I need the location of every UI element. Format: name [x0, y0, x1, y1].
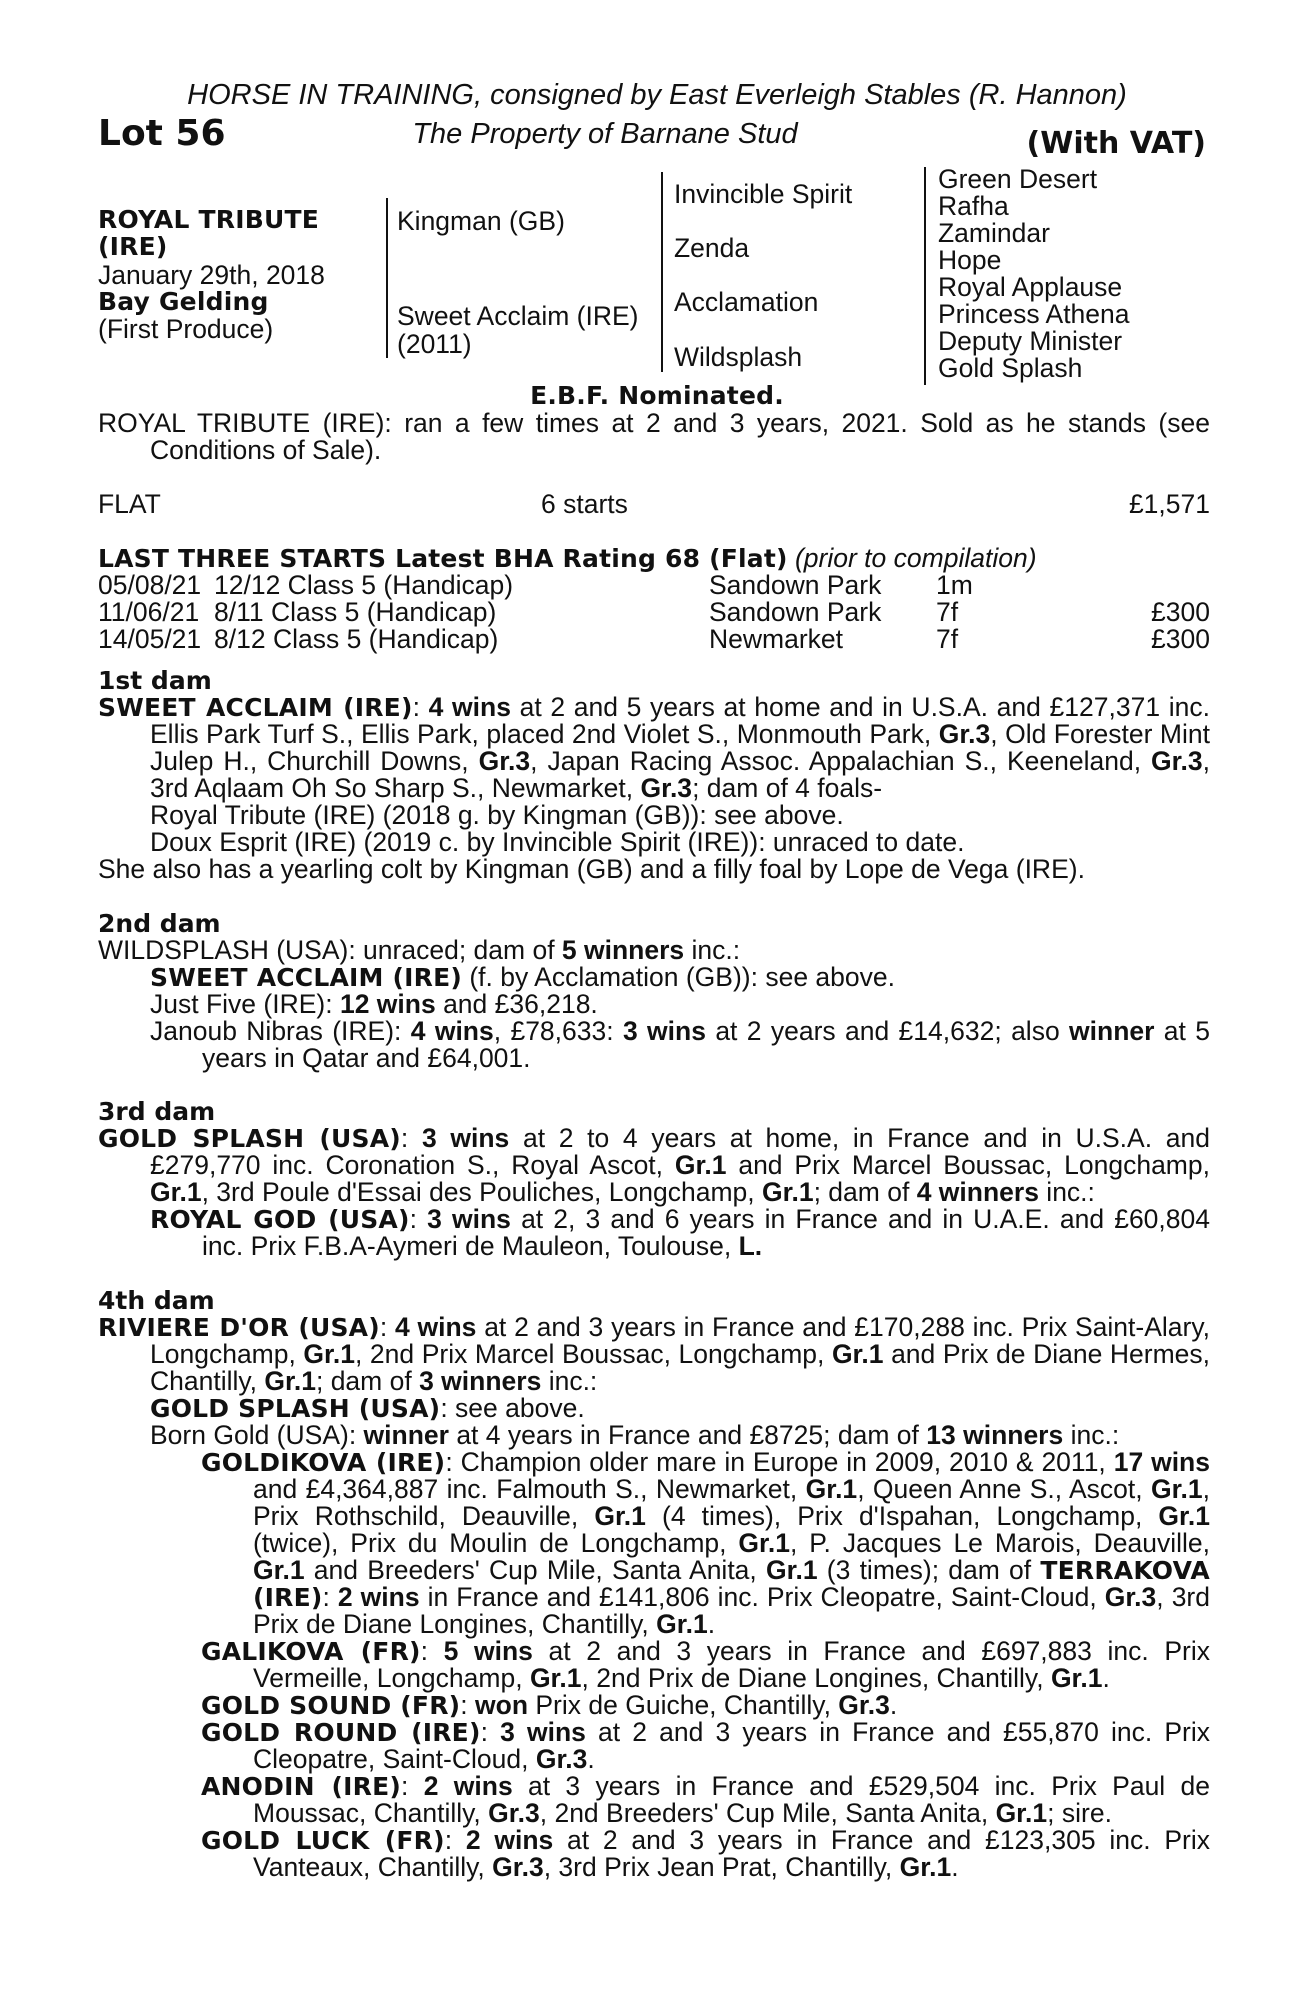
bold-stat: 3 wins: [622, 1016, 706, 1046]
third-dam-entry: [98, 1125, 1210, 1206]
text-run: and Breeders' Cup Mile, Santa Anita,: [304, 1555, 766, 1585]
text-run: :: [322, 1582, 338, 1612]
text-run: :: [480, 1717, 501, 1747]
race-distance: 7f: [936, 597, 959, 627]
dam-year: (2011): [397, 329, 472, 359]
bold-stat: Gr.3: [938, 719, 991, 749]
text-run: inc.:: [684, 935, 741, 965]
last-three-note: (prior to compilation): [794, 543, 1037, 573]
pedigree-divider-1: [386, 198, 388, 358]
ebf-nomination: E.B.F. Nominated.: [530, 381, 784, 410]
text-run: ; dam of 4 foals-: [692, 773, 883, 803]
bold-stat: 4 wins: [410, 1016, 494, 1046]
horse-country: (IRE): [98, 232, 168, 261]
produce-entry: [98, 1395, 1210, 1422]
text-run: , 3rd Prix de Diane Longines, Chantilly,: [253, 1582, 1210, 1639]
text-run: inc.:: [1038, 1177, 1095, 1207]
grandproduce-entry: [98, 1692, 1210, 1719]
third-dam-section: [98, 1098, 1210, 1260]
race-row: [98, 599, 1210, 626]
last-three-title: LAST THREE STARTS Latest BHA Rating 68 (Flat): [98, 544, 788, 573]
bold-stat: Gr.1: [264, 1366, 316, 1396]
text-run: (4 times), Prix d'Ispahan, Longchamp,: [645, 1501, 1159, 1531]
race-prize: £300: [1151, 597, 1210, 627]
text-run: , £78,633:: [493, 1016, 623, 1046]
pedigree-divider-2: [661, 172, 663, 372]
horse-sex: Bay Gelding: [98, 287, 269, 316]
bold-stat: 5 winners: [561, 935, 685, 965]
text-run: : see above.: [440, 1393, 585, 1423]
last-three-table: [98, 572, 1210, 653]
race-course: Sandown Park: [709, 597, 882, 627]
race-type: FLAT: [98, 489, 161, 519]
fourth-dam-section: [98, 1287, 1210, 1881]
text-run: .: [1102, 1663, 1110, 1693]
text-run: :: [420, 1636, 444, 1666]
race-distance: 7f: [936, 624, 959, 654]
horse-name-highlight: ROYAL GOD (USA): [150, 1205, 410, 1234]
text-run: , Japan Racing Assoc. Appalachian S., Keeneland,: [530, 746, 1152, 776]
first-dam-entry: [98, 694, 1210, 802]
bold-stat: Gr.3: [478, 746, 531, 776]
bold-stat: Gr.1: [995, 1798, 1048, 1828]
race-course: Newmarket: [709, 624, 844, 654]
bold-stat: Gr.1: [1158, 1501, 1210, 1531]
text-run: (twice), Prix du Moulin de Longchamp,: [253, 1528, 739, 1558]
text-run: Just Five (IRE):: [150, 989, 340, 1019]
bold-stat: Gr.1: [529, 1663, 582, 1693]
pedigree-divider-3: [924, 167, 926, 385]
race-row: [98, 572, 1210, 599]
third-dam-heading: 3rd dam: [98, 1097, 216, 1126]
produce-entry: [98, 1018, 1210, 1072]
text-run: WILDSPLASH (USA): unraced; dam of: [98, 935, 562, 965]
text-run: ; dam of: [813, 1177, 917, 1207]
bold-stat: Gr.1: [303, 1339, 355, 1369]
ggp-4: Hope: [938, 245, 1002, 275]
ggp-5: Royal Applause: [938, 272, 1123, 302]
foal-entry: Doux Esprit (IRE) (2019 c. by Invincible Spirit (IRE)): unraced to date.: [150, 827, 965, 857]
bold-stat: Gr.3: [492, 1852, 544, 1882]
bold-stat: Gr.1: [1050, 1663, 1103, 1693]
bold-stat: Gr.1: [656, 1609, 708, 1639]
horse-name-highlight: GOLD SPLASH (USA): [98, 1124, 401, 1153]
text-run: , 2nd Prix Marcel Boussac, Longchamp,: [355, 1339, 832, 1369]
total-earnings: £1,571: [1128, 489, 1210, 519]
text-run: .: [951, 1852, 959, 1882]
grandproduce-entry: [98, 1827, 1210, 1881]
text-run: at 3 years in France and £529,504 inc. Prix Paul de Moussac, Chantilly,: [253, 1771, 1210, 1828]
ggp-8: Gold Splash: [938, 353, 1083, 383]
ggp-7: Deputy Minister: [938, 326, 1123, 356]
grandproduce-entry: [98, 1449, 1210, 1638]
sire: Kingman (GB): [397, 206, 565, 236]
text-run: and Prix Marcel Boussac, Longchamp,: [726, 1150, 1210, 1180]
fourth-dam-entry: [98, 1314, 1210, 1395]
bold-stat: Gr.1: [762, 1177, 814, 1207]
text-run: in France and £141,806 inc. Prix Cleopatre, Saint-Cloud,: [419, 1582, 1105, 1612]
horse-name-highlight: SWEET ACCLAIM (IRE): [98, 693, 413, 722]
horse-name-highlight: GALIKOVA (FR): [201, 1637, 421, 1666]
text-run: and Prix de Diane Hermes, Chantilly,: [150, 1339, 1210, 1396]
text-run: :: [401, 1771, 424, 1801]
race-result: 8/11 Class 5 (Handicap): [214, 597, 497, 627]
bold-stat: 2 wins: [465, 1825, 554, 1855]
bold-stat: Gr.1: [253, 1555, 305, 1585]
dam-dam: Wildsplash: [674, 342, 803, 372]
bold-stat: Gr.3: [640, 773, 693, 803]
bold-stat: winner: [363, 1420, 449, 1450]
produce-entry: [98, 991, 1210, 1018]
text-run: , 2nd Breeders' Cup Mile, Santa Anita,: [539, 1798, 996, 1828]
starts-count: 6 starts: [541, 489, 628, 519]
sire-dam: Zenda: [674, 233, 750, 263]
grandproduce-entry: [98, 1773, 1210, 1827]
text-run: , 3rd Poule d'Essai des Pouliches, Longchamp,: [201, 1177, 762, 1207]
race-course: Sandown Park: [709, 570, 882, 600]
produce-entry: [98, 1206, 1210, 1260]
text-run: at 2 and 3 years in France and £170,288 inc. Prix Saint-Alary, Longchamp,: [150, 1312, 1210, 1369]
bold-stat: Gr.1: [766, 1555, 818, 1585]
horse-name-highlight: RIVIERE D'OR (USA): [98, 1313, 380, 1342]
text-run: :: [412, 692, 429, 722]
text-run: :: [379, 1312, 395, 1342]
first-dam-section: [98, 667, 1210, 883]
horse-name-highlight: GOLD LUCK (FR): [201, 1826, 445, 1855]
produce-entry: [98, 1422, 1210, 1449]
horse-name-highlight: GOLD SOUND (FR): [201, 1691, 461, 1720]
racing-summary: [98, 410, 1210, 464]
text-run: at 5 years in Qatar and £64,001.: [202, 1016, 1210, 1073]
text-run: at 2 and 3 years in France and £55,870 inc. Prix Cleopatre, Saint-Cloud,: [253, 1717, 1210, 1774]
text-run: and £36,218.: [435, 989, 598, 1019]
grandproduce-entry: [98, 1638, 1210, 1692]
bold-stat: 2 wins: [423, 1771, 513, 1801]
text-run: at 2, 3 and 6 years in France and in U.A.E. and £60,804 inc. Prix F.B.A-Aymeri de Mauleon, Toulouse,: [202, 1204, 1210, 1261]
bold-stat: Gr.1: [594, 1501, 646, 1531]
text-run: at 2 and 3 years in France and £123,305 inc. Prix Vanteaux, Chantilly,: [253, 1825, 1210, 1882]
fourth-dam-heading: 4th dam: [98, 1286, 215, 1315]
text-run: , Old Forester Mint Julep H., Churchill Downs,: [150, 719, 1210, 776]
text-run: Janoub Nibras (IRE):: [150, 1016, 411, 1046]
bold-stat: Gr.1: [1151, 1474, 1203, 1504]
horse-name: ROYAL TRIBUTE: [98, 205, 319, 234]
foaling-date: January 29th, 2018: [98, 260, 325, 290]
race-prize: £300: [1151, 624, 1210, 654]
bold-stat: 3 wins: [427, 1204, 511, 1234]
text-run: inc.:: [541, 1366, 598, 1396]
ggp-2: Rafha: [938, 191, 1009, 221]
text-run: , 3rd Aqlaam Oh So Sharp S., Newmarket,: [150, 746, 1210, 803]
grandproduce-entry: [98, 1719, 1210, 1773]
ggp-3: Zamindar: [938, 218, 1050, 248]
second-dam-heading: 2nd dam: [98, 909, 221, 938]
bold-stat: Gr.3: [838, 1690, 890, 1720]
race-row: [98, 626, 1210, 653]
text-run: .: [707, 1609, 716, 1639]
second-dam-section: [98, 910, 1210, 1072]
consignor-line: HORSE IN TRAINING, consigned by East Everleigh Stables (R. Hannon): [187, 79, 1127, 111]
last-three-heading: [98, 545, 1037, 572]
second-dam-entry: [98, 937, 1210, 964]
bold-stat: 4 wins: [395, 1312, 477, 1342]
text-run: at 4 years in France and £8725; dam of: [448, 1420, 927, 1450]
first-dam-also: She also has a yearling colt by Kingman (GB) and a filly foal by Lope de Vega (IRE).: [98, 854, 1085, 884]
produce-note: (First Produce): [98, 314, 274, 344]
bold-stat: Gr.1: [674, 1150, 727, 1180]
text-run: , 2nd Prix de Diane Longines, Chantilly,: [581, 1663, 1051, 1693]
text-run: , Queen Anne S., Ascot,: [857, 1474, 1152, 1504]
property-line: The Property of Barnane Stud: [412, 118, 798, 150]
race-distance: 1m: [936, 570, 973, 600]
bold-stat: Gr.1: [150, 1177, 202, 1207]
bold-stat: 13 winners: [926, 1420, 1064, 1450]
text-run: and £4,364,887 inc. Falmouth S., Newmarket,: [253, 1474, 806, 1504]
text-run: .: [587, 1744, 595, 1774]
bold-stat: winner: [1069, 1016, 1155, 1046]
bold-stat: Gr.1: [738, 1528, 790, 1558]
bold-stat: won: [475, 1690, 529, 1720]
text-run: ; dam of: [315, 1366, 420, 1396]
bold-stat: 4 winners: [916, 1177, 1039, 1207]
text-run: at 2 years and £14,632; also: [705, 1016, 1070, 1046]
bold-stat: Gr.3: [1151, 746, 1203, 776]
text-run: :: [400, 1123, 422, 1153]
bold-stat: Gr.3: [488, 1798, 540, 1828]
bold-stat: Gr.1: [831, 1339, 884, 1369]
first-dam-heading: 1st dam: [98, 666, 212, 695]
text-run: :: [444, 1825, 466, 1855]
bold-stat: L.: [738, 1231, 763, 1261]
race-date: 14/05/21: [98, 624, 202, 654]
text-run: ; sire.: [1047, 1798, 1112, 1828]
race-date: 05/08/21: [98, 570, 202, 600]
text-run: at 2 and 5 years at home and in U.S.A. and £127,371 inc. Ellis Park Turf S., Ellis Park, placed 2nd Violet S., Monmouth Park,: [150, 692, 1210, 749]
text-run: , Prix Rothschild, Deauville,: [253, 1474, 1210, 1531]
bold-stat: Gr.1: [805, 1474, 858, 1504]
text-run: : Champion older mare in Europe in 2009, 2010 & 2011,: [445, 1447, 1114, 1477]
summary-text: ROYAL TRIBUTE (IRE): ran a few times at 2 and 3 years, 2021. Sold as he stands (see Conditions of Sale).: [98, 408, 1210, 465]
bold-stat: 3 wins: [421, 1123, 510, 1153]
text-run: .: [889, 1690, 898, 1720]
bold-stat: 3 wins: [500, 1717, 586, 1747]
text-run: , 3rd Prix Jean Prat, Chantilly,: [543, 1852, 900, 1882]
horse-name-highlight: ANODIN (IRE): [201, 1772, 402, 1801]
lot-number: Lot 56: [98, 113, 226, 154]
horse-name-highlight: SWEET ACCLAIM (IRE): [150, 963, 462, 992]
horse-name-highlight: GOLD SPLASH (USA): [150, 1394, 441, 1423]
dam: Sweet Acclaim (IRE): [397, 301, 639, 331]
bold-stat: Gr.1: [899, 1852, 952, 1882]
text-run: at 2 and 3 years in France and £697,883 inc. Prix Vermeille, Longchamp,: [253, 1636, 1210, 1693]
bold-stat: 17 wins: [1113, 1447, 1210, 1477]
horse-name-highlight: TERRAKOVA (IRE): [253, 1556, 1210, 1612]
vat-label: (With VAT): [1026, 126, 1206, 161]
text-run: , P. Jacques Le Marois, Deauville,: [790, 1528, 1210, 1558]
text-run: :: [460, 1690, 476, 1720]
bold-stat: 2 wins: [337, 1582, 420, 1612]
ggp-6: Princess Athena: [938, 299, 1130, 329]
bold-stat: 4 wins: [428, 692, 511, 722]
bold-stat: Gr.3: [535, 1744, 588, 1774]
horse-name-highlight: GOLDIKOVA (IRE): [201, 1448, 446, 1477]
race-result: 8/12 Class 5 (Handicap): [214, 624, 499, 654]
text-run: at 2 to 4 years at home, in France and in U.S.A. and £279,770 inc. Coronation S., Royal Ascot,: [150, 1123, 1210, 1180]
bold-stat: 3 winners: [419, 1366, 542, 1396]
text-run: (f. by Acclamation (GB)): see above.: [461, 962, 895, 992]
produce-entry: [98, 964, 1210, 991]
bold-stat: Gr.3: [1104, 1582, 1157, 1612]
text-run: Born Gold (USA):: [150, 1420, 364, 1450]
text-run: :: [409, 1204, 428, 1234]
dam-sire: Acclamation: [674, 287, 819, 317]
foal-entry: Royal Tribute (IRE) (2018 g. by Kingman (GB)): see above.: [150, 800, 844, 830]
sire-sire: Invincible Spirit: [674, 179, 853, 209]
race-date: 11/06/21: [98, 597, 200, 627]
ggp-1: Green Desert: [938, 164, 1098, 194]
text-run: (3 times); dam of: [817, 1555, 1041, 1585]
text-run: inc.:: [1063, 1420, 1120, 1450]
race-result: 12/12 Class 5 (Handicap): [214, 570, 514, 600]
text-run: Prix de Guiche, Chantilly,: [528, 1690, 839, 1720]
horse-name-highlight: GOLD ROUND (IRE): [201, 1718, 481, 1747]
bold-stat: 5 wins: [443, 1636, 533, 1666]
bold-stat: 12 wins: [339, 989, 436, 1019]
